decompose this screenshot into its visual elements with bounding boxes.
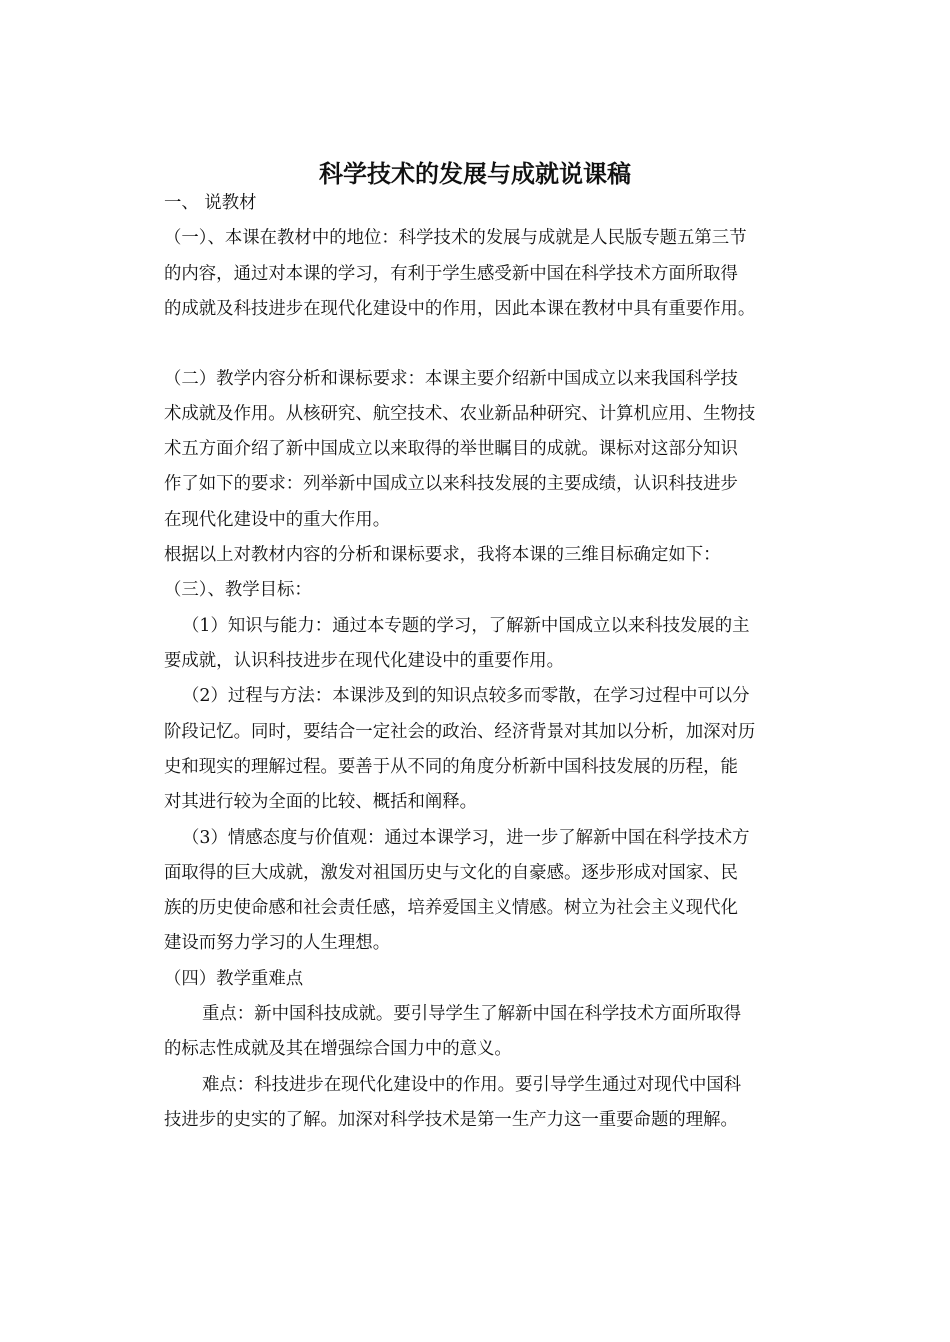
- paragraph-line: 的成就及科技进步在现代化建设中的作用，因此本课在教材中具有重要作用。: [164, 299, 756, 319]
- paragraph-line: 在现代化建设中的重大作用。: [164, 510, 391, 530]
- paragraph-line: 族的历史使命感和社会责任感，培养爱国主义情感。树立为社会主义现代化: [164, 898, 738, 918]
- paragraph-line: 难点：科技进步在现代化建设中的作用。要引导学生通过对现代中国科: [202, 1075, 742, 1095]
- section-heading: （三）、教学目标：: [164, 580, 312, 600]
- section-heading: 一、 说教材: [164, 193, 257, 213]
- paragraph-line: 要成就，认识科技进步在现代化建设中的重要作用。: [164, 651, 564, 671]
- paragraph-line: 建设而努力学习的人生理想。: [164, 933, 391, 953]
- document-title: 科学技术的发展与成就说课稿: [319, 160, 631, 188]
- paragraph-line: （2）过程与方法：本课涉及到的知识点较多而零散，在学习过程中可以分: [182, 686, 750, 706]
- paragraph-line: 术五方面介绍了新中国成立以来取得的举世瞩目的成就。课标对这部分知识: [164, 439, 738, 459]
- paragraph-line: 作了如下的要求：列举新中国成立以来科技发展的主要成绩，认识科技进步: [164, 474, 738, 494]
- paragraph-line: 术成就及作用。从核研究、航空技术、农业新品种研究、计算机应用、生物技: [164, 404, 756, 424]
- paragraph-line: 技进步的史实的了解。加深对科学技术是第一生产力这一重要命题的理解。: [164, 1110, 738, 1130]
- paragraph-line: 面取得的巨大成就，激发对祖国历史与文化的自豪感。逐步形成对国家、民: [164, 863, 738, 883]
- paragraph-line: 根据以上对教材内容的分析和课标要求，我将本课的三维目标确定如下：: [164, 545, 721, 565]
- paragraph-line: （二）教学内容分析和课标要求：本课主要介绍新中国成立以来我国科学技: [164, 369, 738, 389]
- paragraph-line: 史和现实的理解过程。要善于从不同的角度分析新中国科技发展的历程，能: [164, 757, 738, 777]
- paragraph-line: 对其进行较为全面的比较、概括和阐释。: [164, 792, 478, 812]
- paragraph-line: 阶段记忆。同时，要结合一定社会的政治、经济背景对其加以分析，加深对历: [164, 722, 756, 742]
- paragraph-line: 的内容，通过对本课的学习，有利于学生感受新中国在科学技术方面所取得: [164, 264, 738, 284]
- paragraph-line: （一）、本课在教材中的地位：科学技术的发展与成就是人民版专题五第三节: [164, 228, 747, 248]
- paragraph-line: （3）情感态度与价值观：通过本课学习，进一步了解新中国在科学技术方: [182, 828, 750, 848]
- paragraph-line: （1）知识与能力：通过本专题的学习，了解新中国成立以来科技发展的主: [182, 616, 750, 636]
- paragraph-line: 重点：新中国科技成就。要引导学生了解新中国在科学技术方面所取得: [202, 1004, 742, 1024]
- paragraph-line: 的标志性成就及其在增强综合国力中的意义。: [164, 1039, 512, 1059]
- section-heading: （四）教学重难点: [164, 969, 304, 989]
